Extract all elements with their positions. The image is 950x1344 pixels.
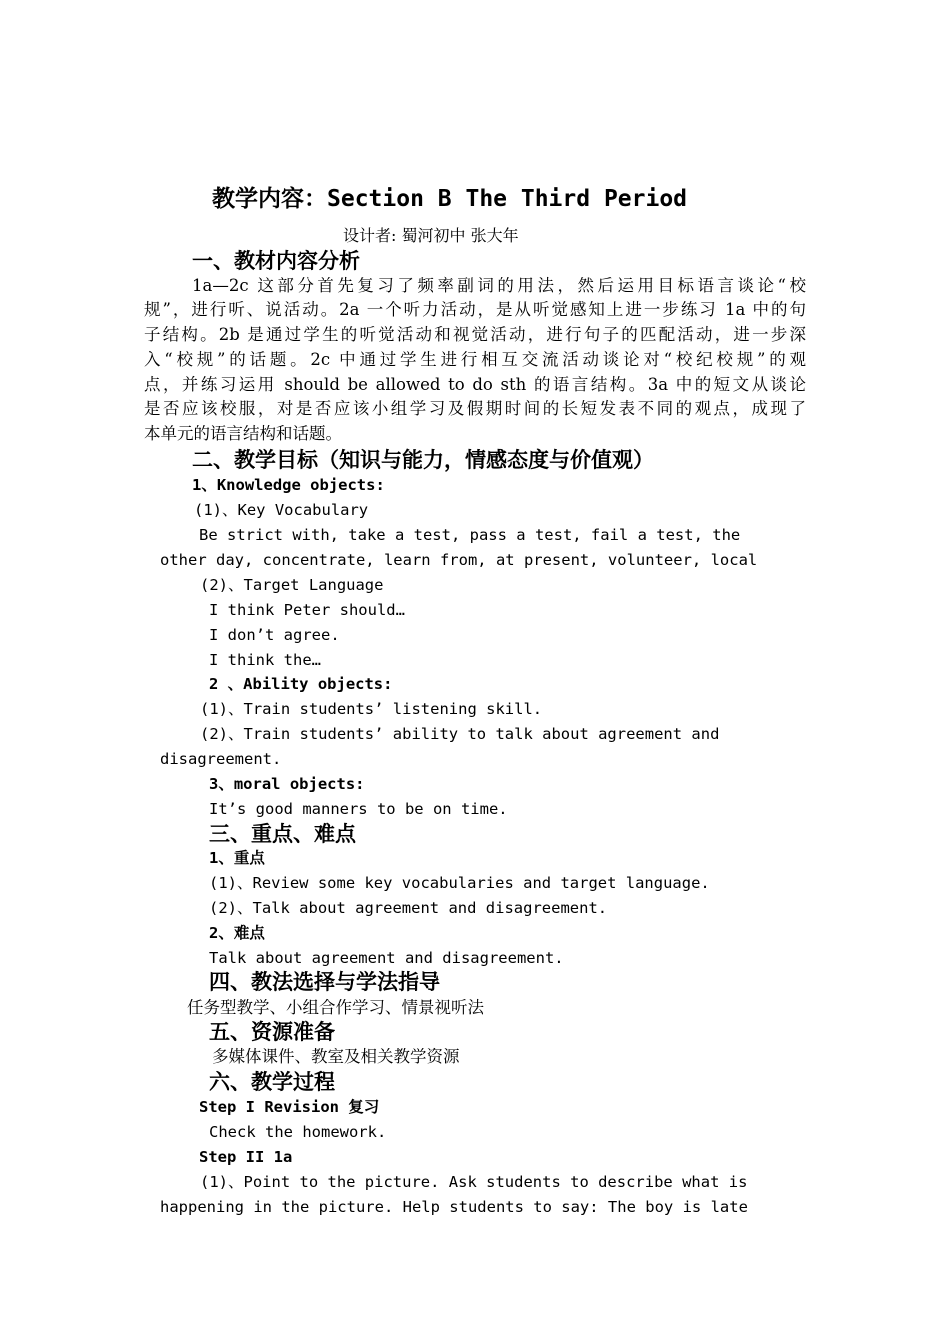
difficult-points-label: 2、难点 [209,924,265,942]
step-2-text: (1)、Point to the picture. Ask students to describe what is [200,1173,748,1191]
ability-objects-label: 2 、Ability objects: [209,675,393,693]
resources-text: 多媒体课件、教室及相关教学资源 [212,1047,460,1066]
step-2-heading: Step II 1a [199,1148,293,1166]
target-sentence: I don’t agree. [209,626,340,644]
key-points-label: 1、重点 [209,849,265,867]
key-point-item: (2)、Talk about agreement and disagreement. [209,899,608,917]
step-1-text: Check the homework. [209,1123,387,1141]
paragraph-line: 1a—2c 这部分首先复习了频率副词的用法，然后运用目标语言谈论“校 [192,276,806,295]
section-heading-3: 三、重点、难点 [209,822,356,846]
paragraph-line: 子结构。2b 是通过学生的听觉活动和视觉活动，进行句子的匹配活动，进一步深 [144,325,806,344]
section-heading-6: 六、教学过程 [209,1070,335,1094]
ability-item-continued: disagreement. [160,750,282,768]
ability-item: (2)、Train students’ ability to talk about agreement and [200,725,720,743]
step-2-text-continued: happening in the picture. Help students to say: The boy is late [160,1198,748,1216]
moral-item: It’s good manners to be on time. [209,800,508,818]
knowledge-objects-label: 1、Knowledge objects: [192,476,385,494]
vocabulary-line: other day, concentrate, learn from, at present, volunteer, local [160,551,758,569]
vocabulary-line: Be strict with, take a test, pass a test, fail a test, the [199,526,741,544]
target-sentence: I think the… [209,651,321,669]
target-language-label: (2)、Target Language [200,576,384,594]
paragraph-line: 规”，进行听、说活动。2a 一个听力活动，是从听觉感知上进一步练习 1a 中的句 [144,300,806,319]
ability-item: (1)、Train students’ listening skill. [200,700,543,718]
paragraph-line: 本单元的语言结构和话题。 [144,424,342,443]
designer-line: 设计者: 蜀河初中 张大年 [343,226,519,245]
step-1-heading: Step I Revision 复习 [199,1098,380,1116]
paragraph-line: 是否应该校服，对是否应该小组学习及假期时间的长短发表不同的观点，成现了 [144,399,806,418]
target-sentence: I think Peter should… [209,601,405,619]
document-title: 教学内容：Section B The Third Period [212,186,688,212]
section-heading-1: 一、教材内容分析 [192,249,360,273]
section-heading-5: 五、资源准备 [209,1020,335,1044]
methods-text: 任务型教学、小组合作学习、情景视听法 [187,998,484,1017]
moral-objects-label: 3、moral objects: [209,775,365,793]
section-heading-4: 四、教法选择与学法指导 [209,970,440,994]
section-heading-2: 二、教学目标（知识与能力，情感态度与价值观） [192,448,654,472]
paragraph-line: 入“校规”的话题。2c 中通过学生进行相互交流活动谈论对“校纪校规”的观 [144,350,806,369]
key-point-item: (1)、Review some key vocabularies and target language. [209,874,710,892]
paragraph-line: 点，并练习运用 should be allowed to do sth 的语言结构。3a 中的短文从谈论 [144,375,806,394]
key-vocabulary-label: (1)、Key Vocabulary [194,501,369,519]
difficult-point-item: Talk about agreement and disagreement. [209,949,564,967]
